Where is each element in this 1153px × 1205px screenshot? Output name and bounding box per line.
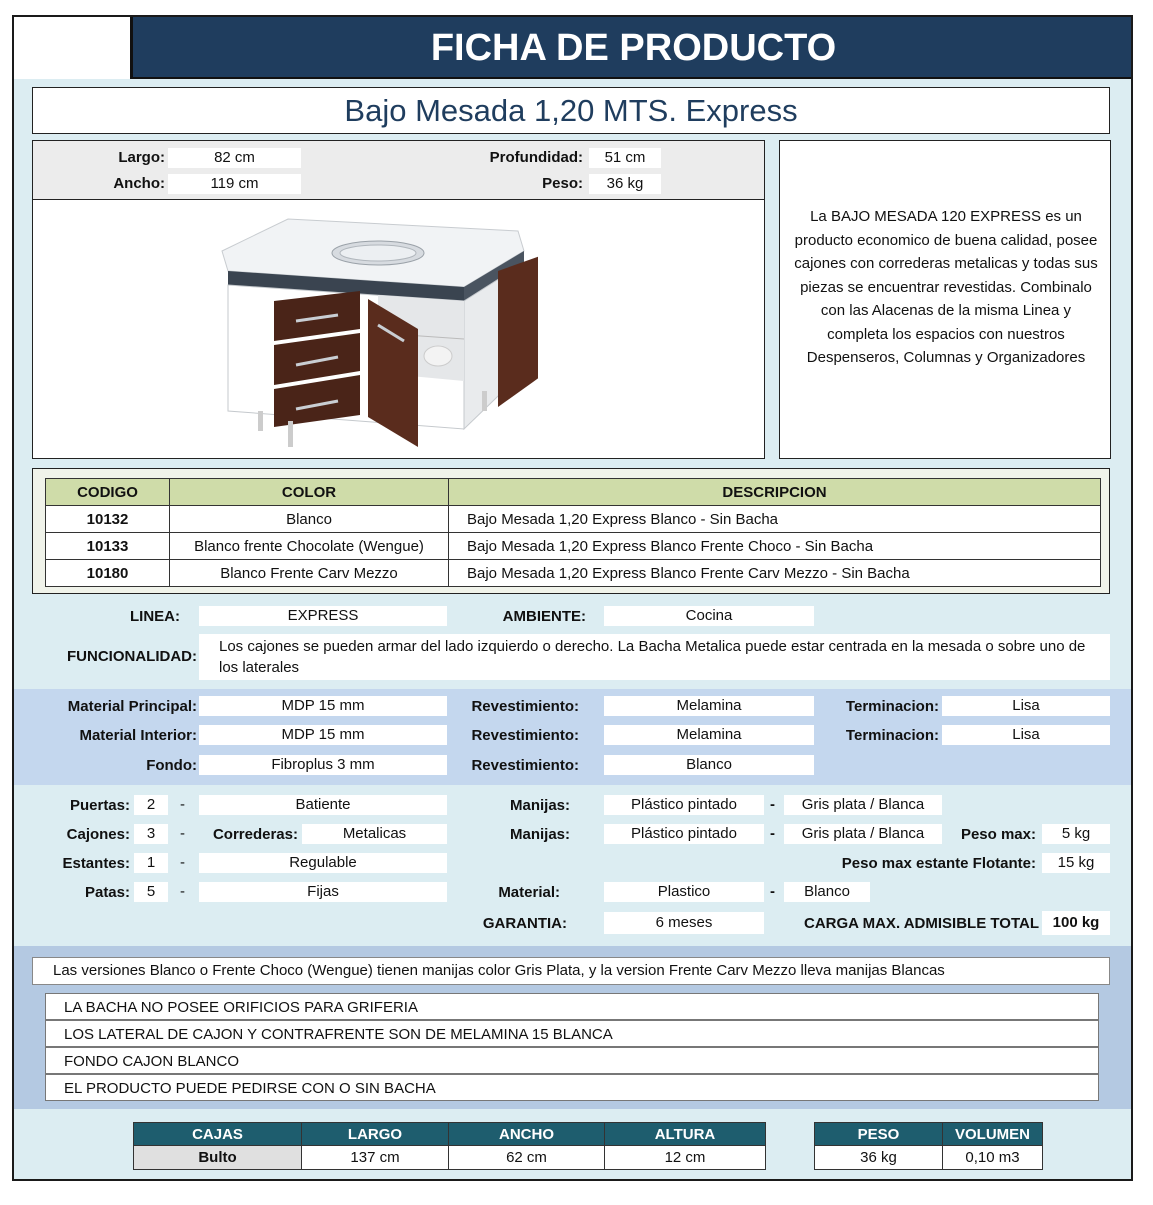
- largo-pack-value: 137 cm: [302, 1146, 449, 1170]
- table-row: [46, 506, 1101, 533]
- largo-value: 82 cm: [168, 148, 301, 168]
- logo-placeholder: [14, 17, 133, 79]
- revestimiento-label: Revestimiento:: [471, 727, 579, 744]
- dash: -: [180, 825, 185, 842]
- manijas-material-1: Plástico pintado: [604, 795, 764, 815]
- header-bar: [14, 17, 1131, 79]
- variant-desc: Bajo Mesada 1,20 Express Blanco Frente Carv Mezzo - Sin Bacha: [449, 560, 1101, 587]
- material-principal-value: MDP 15 mm: [199, 696, 447, 716]
- dash: -: [180, 854, 185, 871]
- material-interior-value: MDP 15 mm: [199, 725, 447, 745]
- terminacion-label: Terminacion:: [845, 698, 939, 715]
- material-value: Plastico: [604, 882, 764, 902]
- manijas-label: Manijas:: [509, 826, 570, 843]
- terminacion-value-1: Lisa: [942, 696, 1110, 716]
- col-cajas: CAJAS: [134, 1123, 302, 1146]
- col-ancho: ANCHO: [449, 1123, 605, 1146]
- list-item: LOS LATERAL DE CAJON Y CONTRAFRENTE SON DE MELAMINA 15 BLANCA: [45, 1020, 1099, 1047]
- correderas-label: Correderas:: [212, 826, 298, 843]
- list-item: EL PRODUCTO PUEDE PEDIRSE CON O SIN BACHA: [45, 1074, 1099, 1101]
- carga-max-value: 100 kg: [1042, 911, 1110, 935]
- terminacion-label: Terminacion:: [845, 727, 939, 744]
- peso-pack-value: 36 kg: [815, 1146, 943, 1170]
- volumen-value: 0,10 m3: [943, 1146, 1043, 1170]
- peso-label: Peso:: [542, 175, 583, 192]
- manijas-label: Manijas:: [509, 797, 570, 814]
- patas-label: Patas:: [84, 884, 130, 901]
- revestimiento-value-3: Blanco: [604, 755, 814, 775]
- col-color: COLOR: [170, 479, 449, 506]
- list-item: FONDO CAJON BLANCO: [45, 1047, 1099, 1074]
- cajones-qty: 3: [134, 824, 168, 844]
- revestimiento-value-1: Melamina: [604, 696, 814, 716]
- fondo-label: Fondo:: [146, 757, 197, 774]
- weight-table: [814, 1122, 1043, 1170]
- product-description: La BAJO MESADA 120 EXPRESS es un producto economico de buena calidad, posee cajones con correderas metalicas y todas sus piezas se encuentrar revestidas. Combinalo con las Alacenas de la misma Linea y completa los espacios con nuestros Despenseros, Columnas y Organizadores: [794, 208, 1098, 366]
- material-interior-label: Material Interior:: [79, 727, 197, 744]
- variant-color: Blanco frente Chocolate (Wengue): [170, 533, 449, 560]
- estantes-label: Estantes:: [62, 855, 130, 872]
- versions-note: Las versiones Blanco o Frente Choco (Wengue) tienen manijas color Gris Plata, y la version Frente Carv Mezzo lleva manijas Blancas: [32, 957, 1110, 985]
- ambiente-value: Cocina: [604, 606, 814, 626]
- variant-desc: Bajo Mesada 1,20 Express Blanco Frente Choco - Sin Bacha: [449, 533, 1101, 560]
- carga-max-label: CARGA MAX. ADMISIBLE TOTAL: [804, 915, 1039, 932]
- notes-list: [45, 993, 1099, 1101]
- profundidad-value: 51 cm: [589, 148, 661, 168]
- peso-max-value: 5 kg: [1042, 824, 1110, 844]
- terminacion-value-2: Lisa: [942, 725, 1110, 745]
- puertas-qty: 2: [134, 795, 168, 815]
- variants-panel: [32, 468, 1110, 594]
- cajones-label: Cajones:: [66, 826, 130, 843]
- fondo-value: Fibroplus 3 mm: [199, 755, 447, 775]
- dash: -: [770, 883, 775, 900]
- material-principal-label: Material Principal:: [67, 698, 197, 715]
- peso-estante-label: Peso max estante Flotante:: [841, 855, 1036, 872]
- table-row: [46, 560, 1101, 587]
- description-panel: [779, 140, 1111, 459]
- page-title: FICHA DE PRODUCTO: [430, 27, 837, 69]
- puertas-value: Batiente: [199, 795, 447, 815]
- packaging-table: [133, 1122, 766, 1170]
- variant-color: Blanco Frente Carv Mezzo: [170, 560, 449, 587]
- col-descripcion: DESCRIPCION: [449, 479, 1101, 506]
- material-label: Material:: [498, 884, 560, 901]
- garantia-label: GARANTIA:: [482, 915, 567, 932]
- ancho-pack-value: 62 cm: [449, 1146, 605, 1170]
- altura-pack-value: 12 cm: [605, 1146, 766, 1170]
- col-peso: PESO: [815, 1123, 943, 1146]
- profundidad-label: Profundidad:: [489, 149, 583, 166]
- correderas-value: Metalicas: [302, 824, 447, 844]
- col-altura: ALTURA: [605, 1123, 766, 1146]
- dash: -: [770, 796, 775, 813]
- variant-code: 10180: [46, 560, 170, 587]
- ancho-value: 119 cm: [168, 174, 301, 194]
- variants-table: [45, 478, 1101, 587]
- revestimiento-value-2: Melamina: [604, 725, 814, 745]
- dimensions-strip: [33, 141, 764, 200]
- peso-max-label: Peso max:: [960, 826, 1036, 843]
- variant-desc: Bajo Mesada 1,20 Express Blanco - Sin Bacha: [449, 506, 1101, 533]
- patas-value: Fijas: [199, 882, 447, 902]
- estantes-value: Regulable: [199, 853, 447, 873]
- dash: -: [180, 883, 185, 900]
- linea-value: EXPRESS: [199, 606, 447, 626]
- peso-estante-value: 15 kg: [1042, 853, 1110, 873]
- estantes-qty: 1: [134, 853, 168, 873]
- col-codigo: CODIGO: [46, 479, 170, 506]
- cabinet-image: [218, 211, 538, 451]
- linea-label: LINEA:: [130, 608, 180, 625]
- cajas-value: Bulto: [134, 1146, 302, 1170]
- ancho-label: Ancho:: [113, 175, 165, 192]
- revestimiento-label: Revestimiento:: [471, 698, 579, 715]
- product-name: Bajo Mesada 1,20 MTS. Express: [32, 87, 1110, 134]
- variant-code: 10132: [46, 506, 170, 533]
- manijas-color-1: Gris plata / Blanca: [784, 795, 942, 815]
- peso-value: 36 kg: [589, 174, 661, 194]
- dash: -: [180, 796, 185, 813]
- largo-label: Largo:: [118, 149, 165, 166]
- col-largo: LARGO: [302, 1123, 449, 1146]
- garantia-value: 6 meses: [604, 912, 764, 934]
- manijas-color-2: Gris plata / Blanca: [784, 824, 942, 844]
- funcionalidad-value: Los cajones se pueden armar del lado izquierdo o derecho. La Bacha Metalica puede estar centrada en la mesada o sobre uno de los laterales: [199, 634, 1110, 680]
- material-color: Blanco: [784, 882, 870, 902]
- puertas-label: Puertas:: [69, 797, 130, 814]
- table-row: [46, 533, 1101, 560]
- manijas-material-2: Plástico pintado: [604, 824, 764, 844]
- revestimiento-label: Revestimiento:: [471, 757, 579, 774]
- variant-color: Blanco: [170, 506, 449, 533]
- table-row: [815, 1146, 1043, 1170]
- list-item: LA BACHA NO POSEE ORIFICIOS PARA GRIFERIA: [45, 993, 1099, 1020]
- col-volumen: VOLUMEN: [943, 1123, 1043, 1146]
- product-sheet: [12, 15, 1133, 1181]
- dash: -: [770, 825, 775, 842]
- table-row: [134, 1146, 766, 1170]
- image-panel: [32, 140, 765, 459]
- funcionalidad-label: FUNCIONALIDAD:: [67, 648, 197, 665]
- ambiente-label: AMBIENTE:: [502, 608, 586, 625]
- variant-code: 10133: [46, 533, 170, 560]
- patas-qty: 5: [134, 882, 168, 902]
